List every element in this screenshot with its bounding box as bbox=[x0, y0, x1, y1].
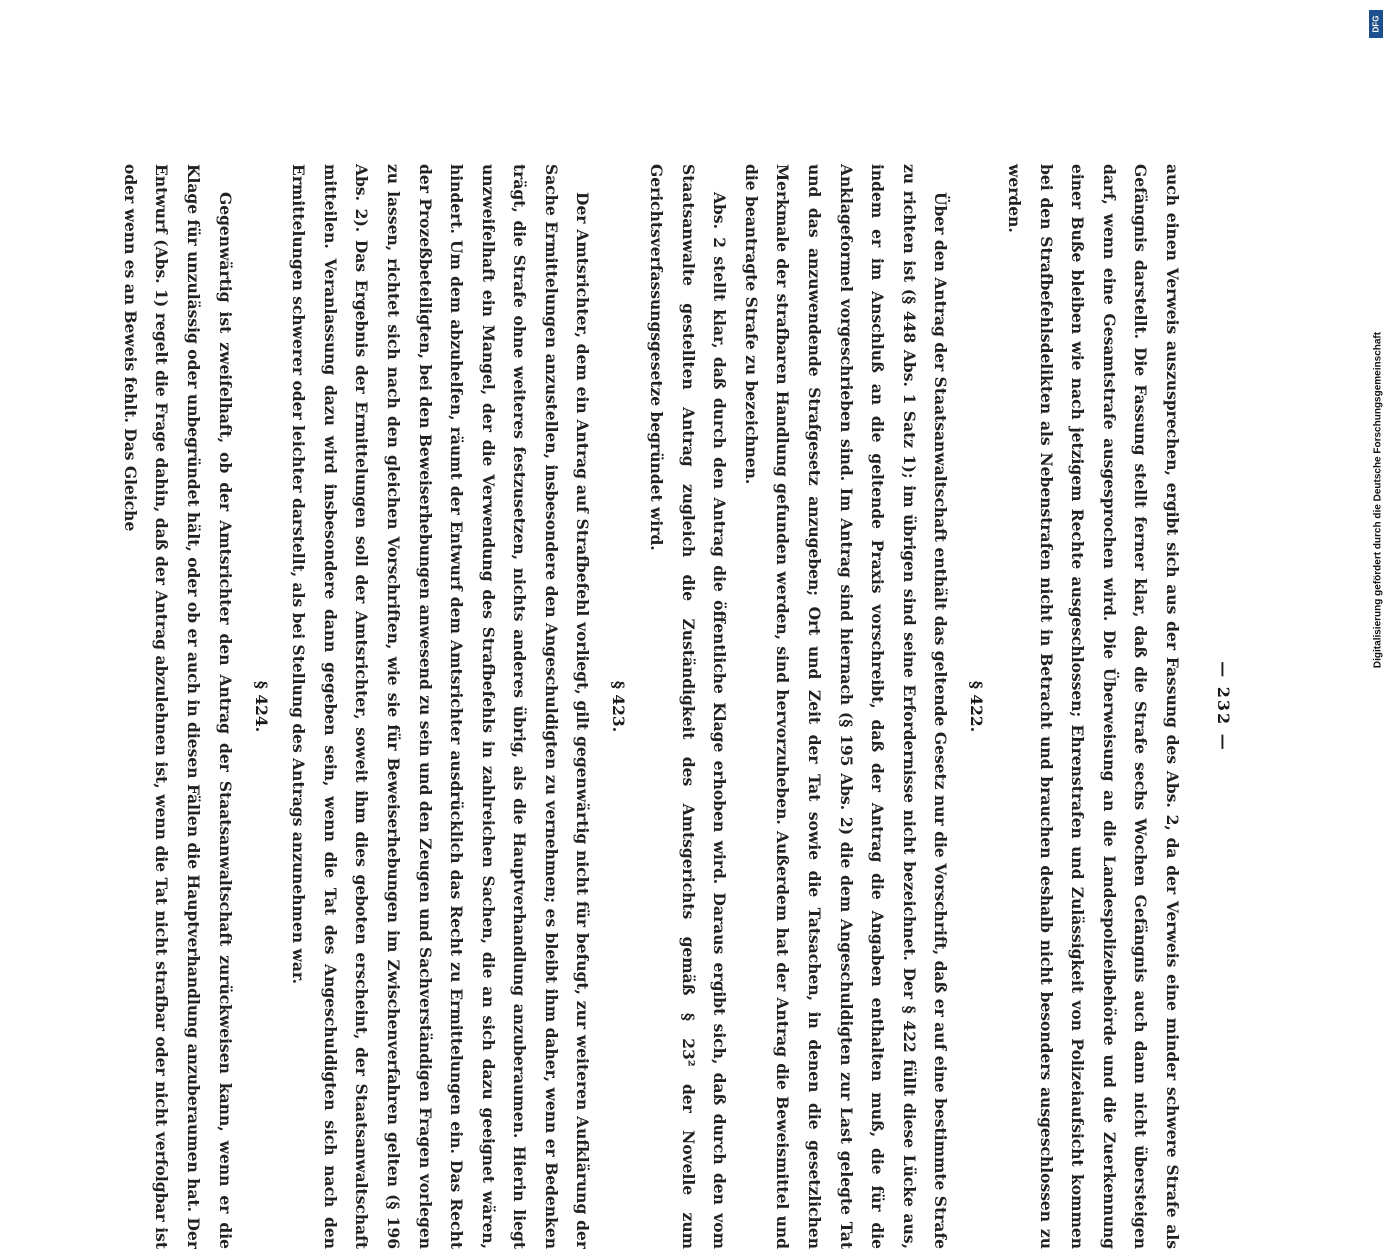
text-block bbox=[114, 164, 1233, 1249]
paragraph-422-2: Abs. 2 stellt klar, daß durch den Antrag die öffentliche Klage erhoben wird. Daraus ergibt sich, daß durch den vom Staatsanwalte gestellten Antrag zugleich die Zuständigkeit des Amtsgerichts gemäß § 23² der Novelle zum Gerichtsverfassungsgesetze begründet wird. bbox=[641, 164, 736, 1249]
paragraph-423-1: Der Amtsrichter, dem ein Antrag auf Strafbefehl vorliegt, gilt gegenwärtig nicht für befugt, zur weiteren Aufklärung der Sache Ermittelungen anzustellen, insbesondere den Angeschuldigten zu vernehmen; es bleibt ihm daher, wenn er Bedenken trägt, die Strafe ohne weiteres festzusetzen, nichts anderes übrig, als die Hauptverhandlung anzuberaumen. Hierin liegt unzweifelhaft ein Mangel, der die Verwendung des Strafbefehls in zahlreichen Sachen, die an sich dazu geeignet wären, hindert. Um dem abzuhelfen, räumt der Entwurf dem Amtsrichter ausdrücklich das Recht zu Ermittelungen ein. Das Recht der Prozeßbeteiligten, bei den Beweiserhebungen anwesend zu sein und den Zeugen und Sachverständigen Fragen vorlegen zu lassen, richtet sich nach den gleichen Vorschriften, wie sie für Beweiserhebungen im Zwischenverfahren gelten (§ 196 Abs. 2). Das Ergebnis der Ermittelungen soll der Amtsrichter, soweit ihm dies geboten erscheint, der Staatsanwaltschaft mitteilen. Veranlassung dazu wird insbesondere dann gegeben sein, wenn die Tat des Angeschuldigten sich nach den Ermittelungen schwerer oder leichter darstellt, als bei Stellung des Antrags anzunehmen war. bbox=[283, 164, 599, 1249]
paragraph-424-1: Gegenwärtig ist zweifelhaft, ob der Amtsrichter den Antrag der Staatsanwaltschaft zurückweisen kann, wenn er die Klage für unzulässig oder unbegründet hält, oder ob er auch in diesen Fällen die Hauptverhandlung anzuberaumen hat. Der Entwurf (Abs. 1) regelt die Frage dahin, daß der Antrag abzulehnen ist, wenn die Tat nicht strafbar oder nicht verfolgbar ist oder wenn es an Beweis fehlt. Das Gleiche bbox=[114, 164, 240, 1249]
section-heading-424: § 424. bbox=[245, 164, 277, 1249]
section-heading-423: § 423. bbox=[603, 164, 635, 1249]
paragraph-verweis: auch einen Verweis auszusprechen, ergibt sich aus der Fassung des Abs. 2, da der Verweis eine minder schwere Strafe als Gefängnis darstellt. Die Fassung stellt ferner klar, daß die Strafe sechs Wochen Gefängnis auch dann nicht übersteigen darf, wenn eine Gesamtstrafe ausgesprochen wird. Die Überweisung an die Landespolizeibehörde und die Zuerkennung einer Buße bleiben wie nach jetzigem Rechte ausgeschlossen; Ehrenstrafen und Zulässigkeit von Polizeiaufsicht kommen bei den Strafbefehlsdelikten als Nebenstrafen nicht in Betracht und brauchen deshalb nicht besonders ausgeschlossen zu werden. bbox=[998, 164, 1188, 1249]
digitization-credit bbox=[1372, 10, 1383, 990]
page-number-header: — 232 — bbox=[1214, 164, 1233, 1249]
dfg-logo-label: DFG bbox=[1372, 16, 1381, 33]
paragraph-422-1: Über den Antrag der Staatsanwaltschaft enthält das geltende Gesetz nur die Vorschrift, daß er auf eine bestimmte Strafe zu richten ist (§ 448 Abs. 1 Satz 1); im übrigen sind seine Erfordernisse nicht bezeichnet. Der § 422 füllt diese Lücke aus, indem er im Anschluß an die geltende Praxis vorschreibt, daß der Antrag die Angaben enthalten muß, die für die Anklageformel vorgeschrieben sind. Im Antrag sind hiernach (§ 195 Abs. 2) die dem Angeschuldigten zur Last gelegte Tat und das anzuwendende Strafgesetz anzugeben; Ort und Zeit der Tat sowie die Tatsachen, in denen die gesetzlichen Merkmale der strafbaren Handlung gefunden werden, sind hervorzuheben. Außerdem hat der Antrag die Beweismittel und die beantragte Strafe zu bezeichnen. bbox=[735, 164, 956, 1249]
digitization-credit-text: Digitalisierung gefördert durch die Deutsche Forschungsgemeinschaft bbox=[1373, 332, 1383, 668]
section-heading-422: § 422. bbox=[960, 164, 992, 1249]
